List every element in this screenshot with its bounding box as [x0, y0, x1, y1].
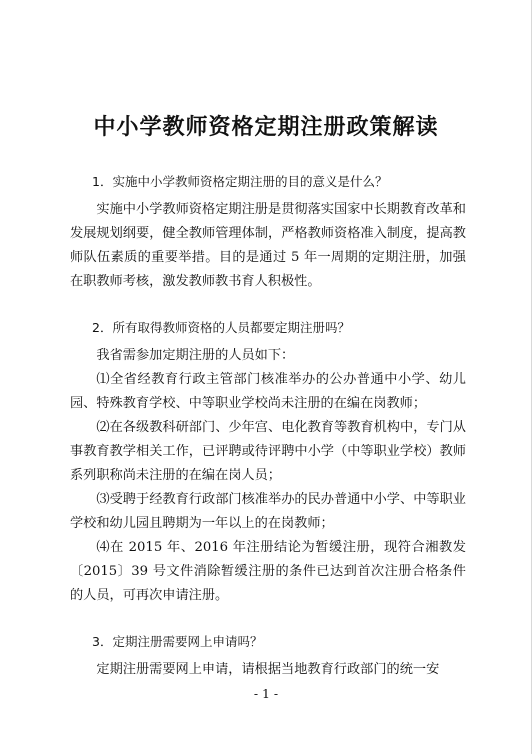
section-1-question: 1．实施中小学教师资格定期注册的目的意义是什么？: [92, 174, 388, 189]
section-2-paragraph-item-3: ⑶受聘于经教育行政部门核准举办的民办普通中小学、中等职业学校和幼儿园且聘期为一年以上的在岗教师；: [70, 492, 466, 531]
section-2-paragraph-intro: 我省需参加定期注册的人员如下：: [96, 348, 295, 363]
section-spacer: [70, 294, 466, 316]
section-2-paragraph-item-1: ⑴全省经教育行政主管部门核准举办的公办普通中小学、幼儿园、特殊教育学校、中等职业学校尚未注册的在编在岗教师；: [70, 372, 466, 411]
section-2-question: 2．所有取得教师资格的人员都要定期注册吗？: [92, 320, 350, 335]
document-title: 中小学教师资格定期注册政策解读: [93, 114, 439, 140]
page-number: - 1 -: [253, 686, 279, 701]
document-body: [70, 170, 466, 682]
section-spacer: [70, 608, 466, 630]
section-1-paragraph: 实施中小学教师资格定期注册是贯彻落实国家中长期教育改革和发展规划纲要，健全教师管理体制，严格教师资格准入制度，提高教师队伍素质的重要举措。目的是通过 5 年一周期的定期注册，加强在职教师考核，激发教师教书育人积极性。: [70, 202, 466, 289]
section-3-paragraph: 定期注册需要网上申请，请根据当地教育行政部门的统一安: [96, 662, 440, 677]
section-2-paragraph-item-4: ⑷在 2015 年、2016 年注册结论为暂缓注册，现符合湘教发〔2015〕39 号文件消除暂缓注册的条件已达到首次注册合格条件的人员，可再次申请注册。: [70, 540, 466, 603]
section-2-paragraph-item-2: ⑵在各级教科研部门、少年宫、电化教育等教育机构中，专门从事教育教学相关工作，已评聘或待评聘中小学（中等职业学校）教师系列职称尚未注册的在编在岗人员；: [70, 420, 466, 483]
section-3-question: 3．定期注册需要网上申请吗？: [92, 634, 263, 649]
